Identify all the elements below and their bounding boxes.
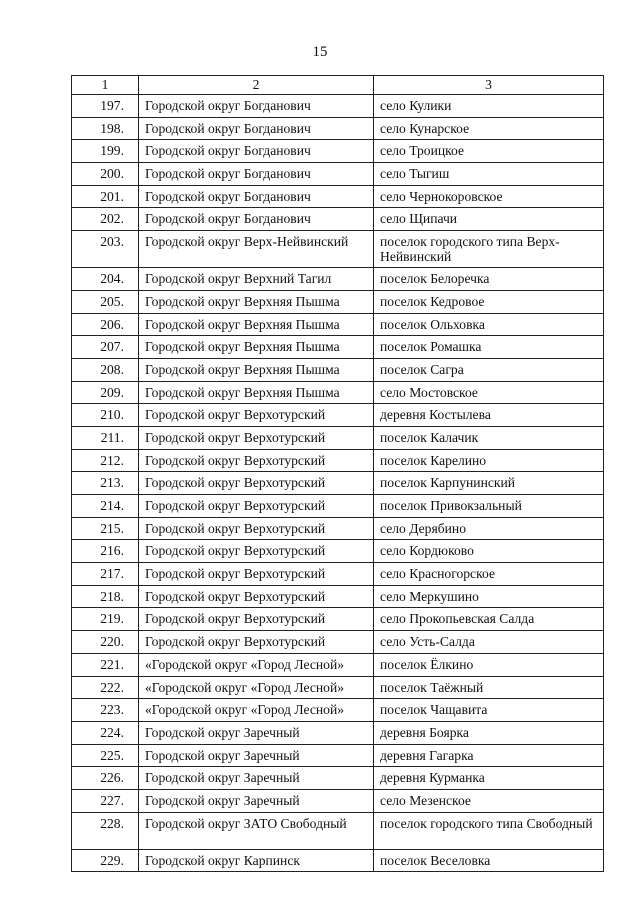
settlement-cell: село Чернокоровское bbox=[374, 185, 604, 208]
row-number: 203. bbox=[72, 231, 139, 268]
table-row bbox=[72, 95, 604, 118]
row-number: 218. bbox=[72, 585, 139, 608]
district-cell: Городской округ Заречный bbox=[139, 744, 374, 767]
row-number: 216. bbox=[72, 540, 139, 563]
column-header-district: 2 bbox=[139, 76, 374, 95]
table-row bbox=[72, 812, 604, 849]
table-header-row bbox=[72, 76, 604, 95]
settlement-cell: село Щипачи bbox=[374, 208, 604, 231]
row-number: 206. bbox=[72, 313, 139, 336]
settlement-cell: село Дерябино bbox=[374, 517, 604, 540]
row-number: 228. bbox=[72, 812, 139, 849]
settlement-cell: поселок Привокзальный bbox=[374, 495, 604, 518]
settlement-cell: поселок Веселовка bbox=[374, 849, 604, 872]
table-row bbox=[72, 540, 604, 563]
row-number: 212. bbox=[72, 449, 139, 472]
district-cell: Городской округ Верхотурский bbox=[139, 472, 374, 495]
table-row bbox=[72, 336, 604, 359]
district-cell: Городской округ Богданович bbox=[139, 163, 374, 186]
district-cell: Городской округ Верхотурский bbox=[139, 404, 374, 427]
table-row bbox=[72, 426, 604, 449]
district-cell: Городской округ Заречный bbox=[139, 767, 374, 790]
row-number: 198. bbox=[72, 117, 139, 140]
district-cell: Городской округ Верхотурский bbox=[139, 608, 374, 631]
row-number: 207. bbox=[72, 336, 139, 359]
table-row bbox=[72, 117, 604, 140]
settlement-cell: село Кордюково bbox=[374, 540, 604, 563]
settlements-table bbox=[71, 75, 604, 872]
district-cell: Городской округ Богданович bbox=[139, 140, 374, 163]
district-cell: Городской округ Верхняя Пышма bbox=[139, 358, 374, 381]
table-row bbox=[72, 404, 604, 427]
district-cell: «Городской округ «Город Лесной» bbox=[139, 653, 374, 676]
table-row bbox=[72, 767, 604, 790]
settlement-cell: поселок Карелино bbox=[374, 449, 604, 472]
table-row bbox=[72, 290, 604, 313]
settlement-cell: поселок Ольховка bbox=[374, 313, 604, 336]
district-cell: Городской округ Верхняя Пышма bbox=[139, 381, 374, 404]
row-number: 211. bbox=[72, 426, 139, 449]
settlement-cell: поселок Чащавита bbox=[374, 699, 604, 722]
settlement-cell: поселок Белоречка bbox=[374, 268, 604, 291]
district-cell: Городской округ Верхняя Пышма bbox=[139, 313, 374, 336]
table-row bbox=[72, 653, 604, 676]
settlement-cell: село Красногорское bbox=[374, 563, 604, 586]
table-row bbox=[72, 721, 604, 744]
district-cell: «Городской округ «Город Лесной» bbox=[139, 676, 374, 699]
settlement-cell: село Меркушино bbox=[374, 585, 604, 608]
district-cell: Городской округ Верх-Нейвинский bbox=[139, 231, 374, 268]
district-cell: Городской округ Богданович bbox=[139, 95, 374, 118]
settlement-cell: поселок Калачик bbox=[374, 426, 604, 449]
district-cell: Городской округ Верхотурский bbox=[139, 495, 374, 518]
district-cell: Городской округ Верхотурский bbox=[139, 585, 374, 608]
district-cell: Городской округ Заречный bbox=[139, 789, 374, 812]
table-row bbox=[72, 268, 604, 291]
table-row bbox=[72, 472, 604, 495]
settlement-cell: село Тыгиш bbox=[374, 163, 604, 186]
row-number: 221. bbox=[72, 653, 139, 676]
settlement-cell: село Мостовское bbox=[374, 381, 604, 404]
row-number: 209. bbox=[72, 381, 139, 404]
district-cell: Городской округ Верхотурский bbox=[139, 517, 374, 540]
district-cell: Городской округ Верхняя Пышма bbox=[139, 290, 374, 313]
table-row bbox=[72, 608, 604, 631]
row-number: 229. bbox=[72, 849, 139, 872]
row-number: 219. bbox=[72, 608, 139, 631]
district-cell: Городской округ Верхотурский bbox=[139, 449, 374, 472]
settlement-cell: деревня Боярка bbox=[374, 721, 604, 744]
district-cell: Городской округ Богданович bbox=[139, 208, 374, 231]
row-number: 197. bbox=[72, 95, 139, 118]
page-number: 15 bbox=[312, 44, 328, 60]
district-cell: Городской округ Богданович bbox=[139, 117, 374, 140]
row-number: 205. bbox=[72, 290, 139, 313]
row-number: 222. bbox=[72, 676, 139, 699]
settlement-cell: деревня Костылева bbox=[374, 404, 604, 427]
table-row bbox=[72, 140, 604, 163]
settlement-cell: село Кулики bbox=[374, 95, 604, 118]
table-row bbox=[72, 517, 604, 540]
settlement-cell: деревня Гагарка bbox=[374, 744, 604, 767]
row-number: 227. bbox=[72, 789, 139, 812]
settlement-cell: поселок Сагра bbox=[374, 358, 604, 381]
table-row bbox=[72, 631, 604, 654]
table-row bbox=[72, 313, 604, 336]
settlement-cell: поселок Карпунинский bbox=[374, 472, 604, 495]
row-number: 213. bbox=[72, 472, 139, 495]
table-row bbox=[72, 563, 604, 586]
settlement-cell: поселок Ёлкино bbox=[374, 653, 604, 676]
settlement-cell: село Кунарское bbox=[374, 117, 604, 140]
table-row bbox=[72, 231, 604, 268]
table-row bbox=[72, 495, 604, 518]
row-number: 204. bbox=[72, 268, 139, 291]
district-cell: Городской округ Верхний Тагил bbox=[139, 268, 374, 291]
settlement-cell: село Мезенское bbox=[374, 789, 604, 812]
settlement-cell: поселок Ромашка bbox=[374, 336, 604, 359]
table-row bbox=[72, 358, 604, 381]
row-number: 217. bbox=[72, 563, 139, 586]
table-row bbox=[72, 208, 604, 231]
settlement-cell: деревня Курманка bbox=[374, 767, 604, 790]
district-cell: Городской округ Карпинск bbox=[139, 849, 374, 872]
district-cell: Городской округ Верхотурский bbox=[139, 631, 374, 654]
row-number: 215. bbox=[72, 517, 139, 540]
settlement-cell: село Прокопьевская Салда bbox=[374, 608, 604, 631]
table-row bbox=[72, 185, 604, 208]
row-number: 200. bbox=[72, 163, 139, 186]
district-cell: Городской округ Верхняя Пышма bbox=[139, 336, 374, 359]
district-cell: «Городской округ «Город Лесной» bbox=[139, 699, 374, 722]
district-cell: Городской округ Верхотурский bbox=[139, 540, 374, 563]
table-row bbox=[72, 163, 604, 186]
row-number: 226. bbox=[72, 767, 139, 790]
table-row bbox=[72, 789, 604, 812]
settlement-cell: поселок городского типа Верх-Нейвинский bbox=[374, 231, 604, 268]
district-cell: Городской округ Верхотурский bbox=[139, 426, 374, 449]
district-cell: Городской округ ЗАТО Свободный bbox=[139, 812, 374, 849]
row-number: 202. bbox=[72, 208, 139, 231]
row-number: 208. bbox=[72, 358, 139, 381]
column-header-number: 1 bbox=[72, 76, 139, 95]
district-cell: Городской округ Богданович bbox=[139, 185, 374, 208]
table-row bbox=[72, 449, 604, 472]
table-row bbox=[72, 381, 604, 404]
settlement-cell: село Усть-Салда bbox=[374, 631, 604, 654]
district-cell: Городской округ Заречный bbox=[139, 721, 374, 744]
row-number: 199. bbox=[72, 140, 139, 163]
table-body bbox=[72, 95, 604, 872]
table-row bbox=[72, 699, 604, 722]
row-number: 224. bbox=[72, 721, 139, 744]
settlement-cell: поселок Таёжный bbox=[374, 676, 604, 699]
row-number: 220. bbox=[72, 631, 139, 654]
row-number: 210. bbox=[72, 404, 139, 427]
row-number: 201. bbox=[72, 185, 139, 208]
settlement-cell: поселок Кедровое bbox=[374, 290, 604, 313]
district-cell: Городской округ Верхотурский bbox=[139, 563, 374, 586]
column-header-settlement: 3 bbox=[374, 76, 604, 95]
row-number: 223. bbox=[72, 699, 139, 722]
settlement-cell: поселок городского типа Свободный bbox=[374, 812, 604, 849]
row-number: 214. bbox=[72, 495, 139, 518]
table-row bbox=[72, 585, 604, 608]
table-row bbox=[72, 676, 604, 699]
row-number: 225. bbox=[72, 744, 139, 767]
settlement-cell: село Троицкое bbox=[374, 140, 604, 163]
table-row bbox=[72, 849, 604, 872]
table-row bbox=[72, 744, 604, 767]
